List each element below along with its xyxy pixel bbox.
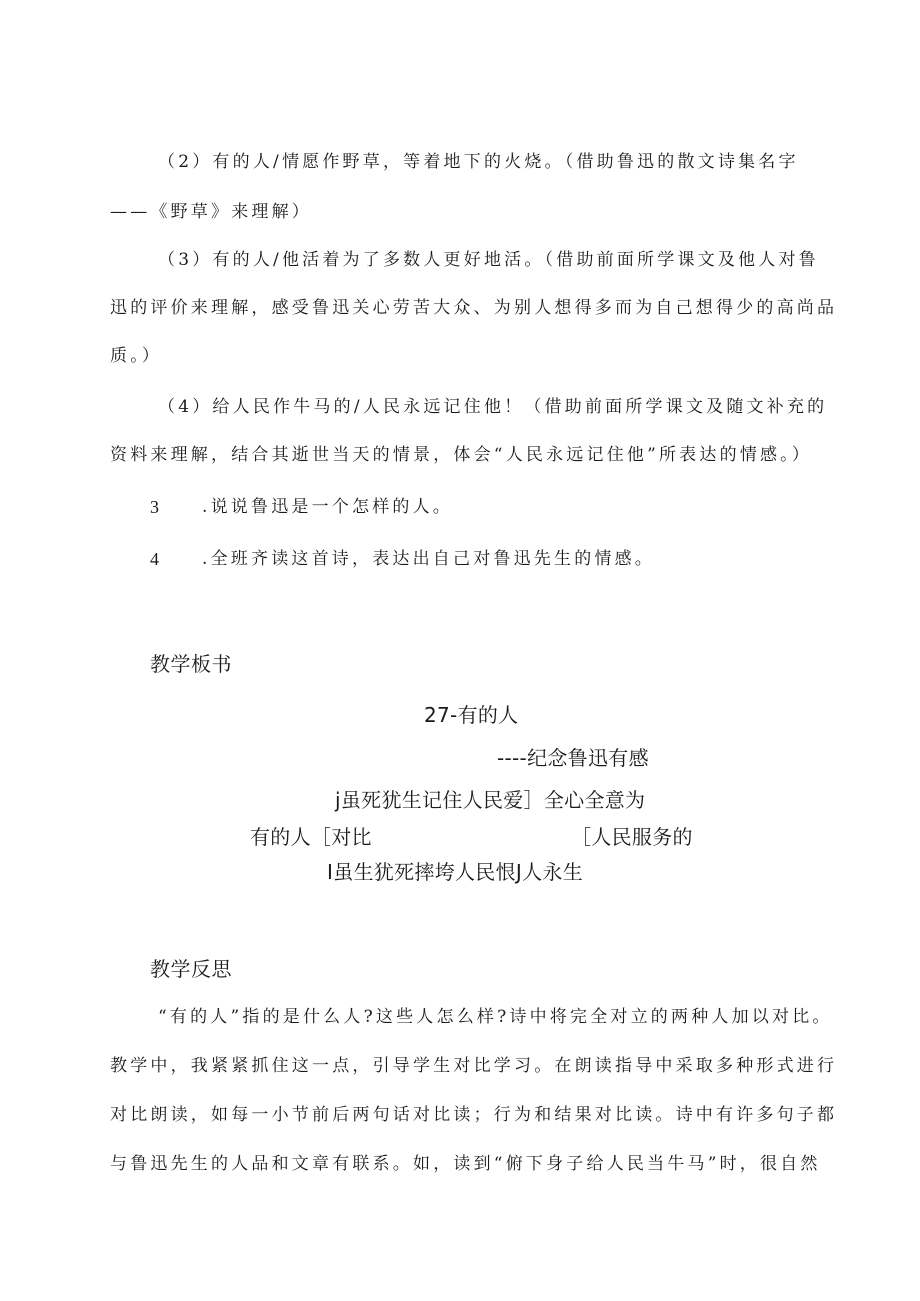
item-4-line-1: （4）给人民作牛马的/人民永远记住他！（借助前面所学课文及随文补充的 xyxy=(158,397,828,417)
step-4-number: 4 xyxy=(150,549,159,569)
step-3-text: .说说鲁迅是一个怎样的人。 xyxy=(202,497,454,517)
item-4-line-2: 资料来理解，结合其逝世当天的情景，体会“人民永远记住他”所表达的情感。） xyxy=(110,445,813,465)
board-row-3: I虽生犹死摔垮人民恨J人永生 xyxy=(327,860,583,884)
reflection-heading: 教学反思 xyxy=(150,957,232,981)
board-row-2-left: 有的人［对比 xyxy=(250,825,372,849)
reflection-line-3: 对比朗读，如每一小节前后两句话对比读；行为和结果对比读。诗中有许多句子都 xyxy=(110,1105,838,1125)
board-row-1: j虽死犹生记住人民爱］全心全意为 xyxy=(335,788,646,812)
board-subtitle: ----纪念鲁迅有感 xyxy=(497,746,649,770)
item-3-line-1: （3）有的人/他活着为了多数人更好地活。（借助前面所学课文及他人对鲁 xyxy=(158,250,819,270)
item-3-line-2: 迅的评价来理解，感受鲁迅关心劳苦大众、为别人想得多而为自己想得少的高尚品 xyxy=(110,298,838,318)
step-3-number: 3 xyxy=(150,497,159,517)
item-2-line-1: （2）有的人/情愿作野草，等着地下的火烧。（借助鲁迅的散文诗集名字 xyxy=(158,152,799,172)
reflection-line-4: 与鲁迅先生的人品和文章有联系。如，读到“俯下身子给人民当牛马”时，很自然 xyxy=(110,1154,821,1174)
board-heading: 教学板书 xyxy=(150,652,232,676)
step-4-text: .全班齐读这首诗，表达出自己对鲁迅先生的情感。 xyxy=(202,549,656,569)
item-2-line-2: ——《野草》来理解） xyxy=(110,202,312,222)
reflection-line-1: “有的人”指的是什么人?这些人怎么样?诗中将完全对立的两种人加以对比。 xyxy=(158,1007,833,1027)
board-title: 27-有的人 xyxy=(424,703,519,727)
board-row-2-right: ［人民服务的 xyxy=(571,825,693,849)
reflection-line-2: 教学中，我紧紧抓住这一点，引导学生对比学习。在朗读指导中采取多种形式进行 xyxy=(110,1056,838,1076)
item-3-line-3: 质。） xyxy=(110,346,163,366)
